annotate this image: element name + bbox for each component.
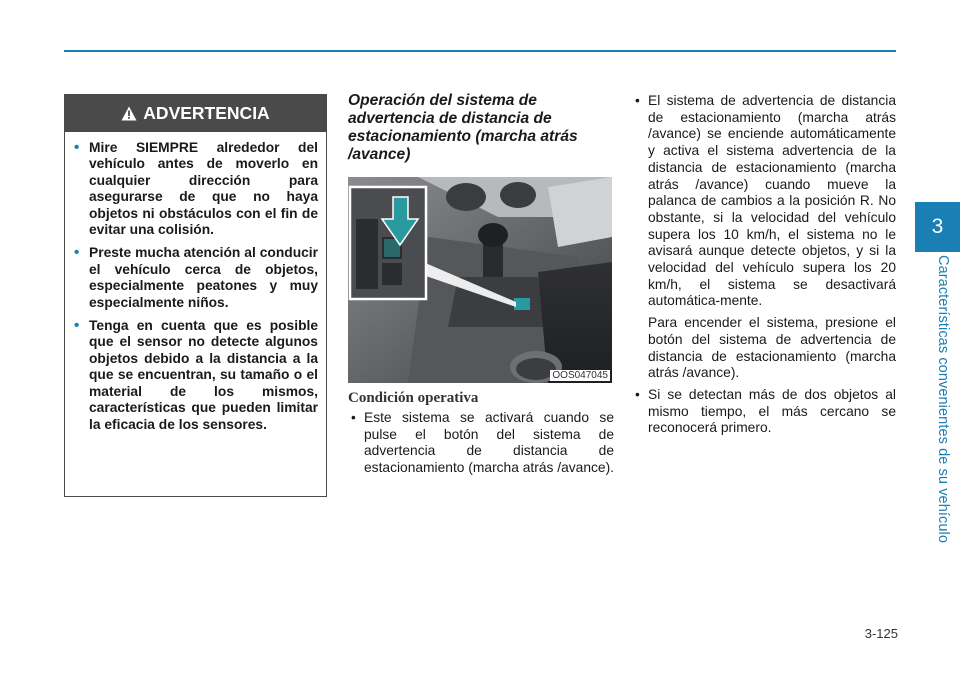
list-item-text: El sistema de advertencia de distancia de estacionamiento (marcha atrás /avance) se enciende automáticamente y activa el sistema advertencia de la distancia de estacionamiento (marcha atrás /avance) cuando mueve la palanca de cambios a la posición R. No obstante, si la velocidad del vehículo supera los 10 km/h, el sistema no le avisará aunque detecte objetos, y si la velocidad del vehículo supera los 20 km/h, el sistema se desactivará automática-mente. — [648, 93, 896, 309]
list-item — [632, 93, 896, 310]
list-item-text: Si se detectan más de dos objetos al mismo tiempo, el más cercano se reconocerá primero. — [648, 386, 896, 436]
chapter-number-tab — [915, 202, 960, 252]
parking-button-highlight — [514, 298, 530, 310]
warning-title: ADVERTENCIA — [143, 103, 270, 123]
bullet-dot-icon: • — [74, 317, 80, 335]
bullet-dot-icon: • — [74, 244, 80, 262]
warning-item-text: Preste mucha atención al conducir el vehículo cerca de objetos, especialmente peatones y muy especialmente niños. — [89, 245, 318, 310]
list-paragraph: Para encender el sistema, presione el botón del sistema de advertencia de distancia de estacionamiento (marcha atrás /avance). — [648, 315, 896, 381]
warning-box — [64, 94, 327, 497]
warning-item-text: Mire SIEMPRE alrededor del vehículo antes de moverlo en cualquier dirección para asegurarse de que no haya objetos ni obstáculos con el fin de evitar una colisión. — [89, 140, 318, 238]
chapter-number: 3 — [931, 215, 944, 238]
header-rule — [64, 50, 896, 52]
console-photo — [348, 177, 612, 383]
list-item — [348, 410, 614, 477]
warning-triangle-icon — [121, 106, 137, 121]
bullet-dot-icon: • — [635, 386, 640, 402]
condition-heading: Condición operativa — [348, 390, 479, 406]
list-item-text: Este sistema se activará cuando se pulse el botón del sistema de advertencia de distancia de estacionamiento (marcha atrás /avance). — [364, 410, 614, 476]
warning-item — [74, 318, 318, 433]
warning-item-text: Tenga en cuenta que es posible que el sensor no detecte algunos objetos debido a la distancia a la que se encuentran, su tamaño o el material de los mismos, características que pueden limitar la eficacia de los sensores. — [89, 318, 318, 432]
chapter-title: Características convenientes de su vehículo — [935, 255, 951, 544]
list-item — [632, 387, 896, 437]
figure-code: OOS047045 — [552, 370, 608, 381]
bullet-dot-icon: • — [635, 93, 640, 108]
right-column-list — [632, 93, 896, 442]
console-illustration — [348, 177, 612, 383]
section-heading: Operación del sistema de advertencia de distancia de estacionamiento (marcha atrás /avance) — [348, 92, 578, 163]
warning-item — [74, 245, 318, 311]
warning-header — [65, 95, 326, 132]
condition-list — [348, 410, 614, 482]
page-number: 3-125 — [864, 626, 898, 641]
bullet-dot-icon: • — [74, 139, 80, 156]
warning-list — [65, 132, 326, 433]
bullet-dot-icon: • — [351, 410, 356, 425]
warning-item — [74, 140, 318, 238]
